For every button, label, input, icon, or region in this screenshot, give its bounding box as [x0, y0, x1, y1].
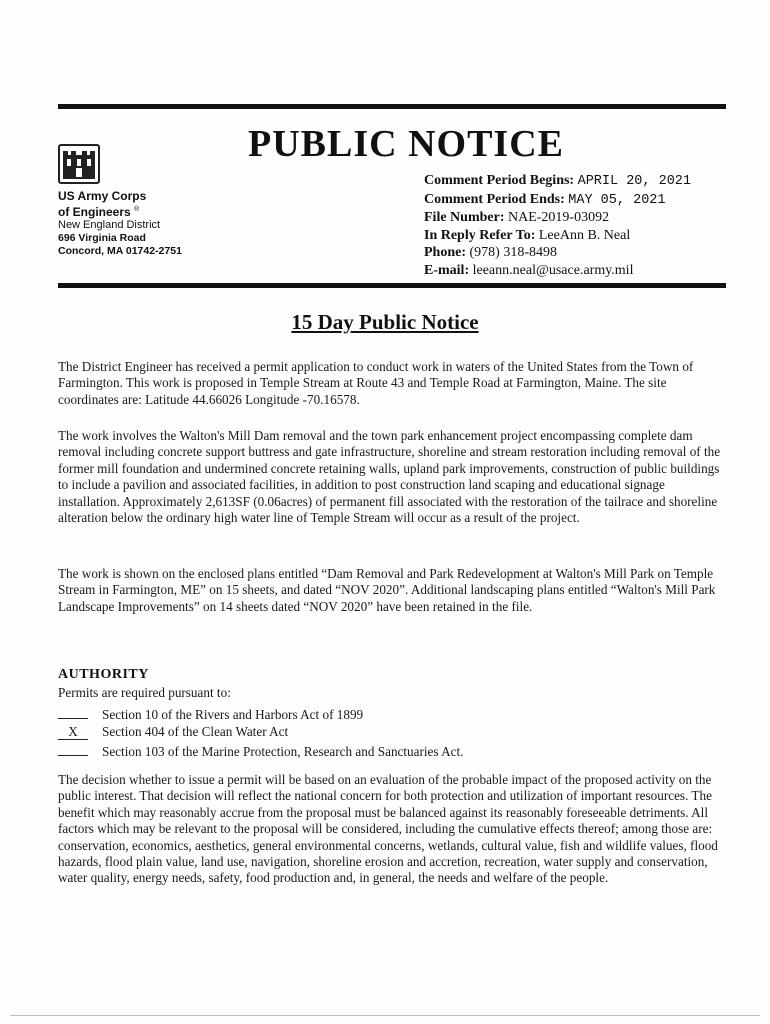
email-row: E-mail: leeann.neal@usace.army.mil	[424, 262, 634, 278]
registered-mark: ®	[134, 206, 140, 213]
authority-item-section-404	[58, 723, 463, 740]
comment-begins-row: Comment Period Begins: APRIL 20, 2021	[424, 173, 692, 189]
file-number-value: NAE-2019-03092	[507, 210, 610, 226]
paragraph-public-interest: The decision whether to issue a permit will be based on an evaluation of the probable impact of the proposed activity on the public interest. That decision will reflect the national concern for both protection and utilization of important resources. The benefit which may reasonably accrue from the proposal must be balanced against its reasonably foreseeable detriments. All factors which may be relevant to the proposal will be considered, including the cumulative effects thereof; among those are: conservation, economics, aesthetics, general environmental concerns, wetlands, cultural value, fish and wildlife values, flood hazards, flood plain value, land use, navigation, shoreline erosion and accretion, recreation, water supply and conservation, water quality, energy needs, safety, food production and, in general, the needs and welfare of the people.	[58, 772, 718, 886]
reply-refer-value: LeeAnn B. Neal	[538, 227, 631, 243]
phone-row: Phone: (978) 318-8498	[424, 245, 557, 261]
paragraph-work-description: The work involves the Walton's Mill Dam removal and the town park enhancement project encompassing complete dam removal including concrete support buttress and gate infrastructure, shoreline and stream restoration including removal of the former mill foundation and undermined concrete retaining walls, upland park improvements, construction of public buildings to include a pavilion and associated facilities, in addition to post construction land scaping and educational signage installation. Approximately 2,613SF (0.06acres) of permanent fill associated with the restoration of the tailrace and shoreline alteration below the ordinary high water line of Temple Stream will occur as a result of the project.	[58, 428, 721, 526]
paragraph-plans: The work is shown on the enclosed plans entitled “Dam Removal and Park Redevelopment at Walton's Mill Park on Temple Stream in Farmington, ME” on 15 sheets, and dated “NOV 2020”. Additional landscaping plans entitled “Walton's Mill Park Landscape Improvements” on 14 sheets dated “NOV 2020” have been retained in the file.	[58, 566, 716, 614]
authority-checkmark-blank	[58, 703, 88, 719]
authority-item-label: Section 404 of the Clean Water Act	[102, 724, 289, 739]
org-city: Concord, MA 01742-2751	[58, 245, 182, 257]
authority-checkmark-x: X	[58, 724, 88, 740]
notice-metadata	[424, 172, 691, 280]
reply-refer-row: In Reply Refer To: LeeAnn B. Neal	[424, 227, 631, 243]
phone-value: (978) 318-8498	[469, 245, 557, 261]
paragraph-application: The District Engineer has received a permit application to conduct work in waters of the United States from the Town of Farmington. This work is proposed in Temple Stream at Route 43 and Temple Road at Farmington, Maine. The site coordinates are: Latitude 44.66026 Longitude -70.16578.	[58, 359, 694, 407]
page-title: PUBLIC NOTICE	[248, 123, 564, 165]
org-name-line1: US Army Corps	[58, 189, 147, 203]
org-name-line2: of Engineers ®	[58, 205, 140, 219]
organization-address	[58, 190, 182, 258]
comment-ends-row: Comment Period Ends: MAY 05, 2021	[424, 191, 666, 208]
top-rule	[58, 104, 726, 109]
authority-intro: Permits are required pursuant to:	[58, 685, 231, 700]
authority-list	[58, 703, 463, 760]
file-number-row: File Number: NAE-2019-03092	[424, 210, 610, 226]
usace-castle-logo-icon	[58, 144, 100, 184]
org-district: New England District	[58, 219, 161, 231]
authority-item-label: Section 103 of the Marine Protection, Research and Sanctuaries Act.	[102, 744, 464, 759]
header-bottom-rule	[58, 283, 726, 288]
authority-item-label: Section 10 of the Rivers and Harbors Act of 1899	[102, 707, 364, 722]
email-value: leeann.neal@usace.army.mil	[472, 262, 634, 278]
comment-ends-value: MAY 05, 2021	[568, 192, 666, 208]
authority-item-section-10	[58, 703, 463, 723]
comment-begins-value: APRIL 20, 2021	[577, 174, 692, 189]
org-street: 696 Virginia Road	[58, 232, 146, 244]
authority-checkmark-blank	[58, 740, 88, 756]
authority-item-section-103	[58, 740, 463, 760]
authority-heading: AUTHORITY	[58, 667, 149, 682]
notice-subtitle: 15 Day Public Notice	[291, 310, 479, 334]
scan-bottom-edge	[10, 1015, 760, 1016]
